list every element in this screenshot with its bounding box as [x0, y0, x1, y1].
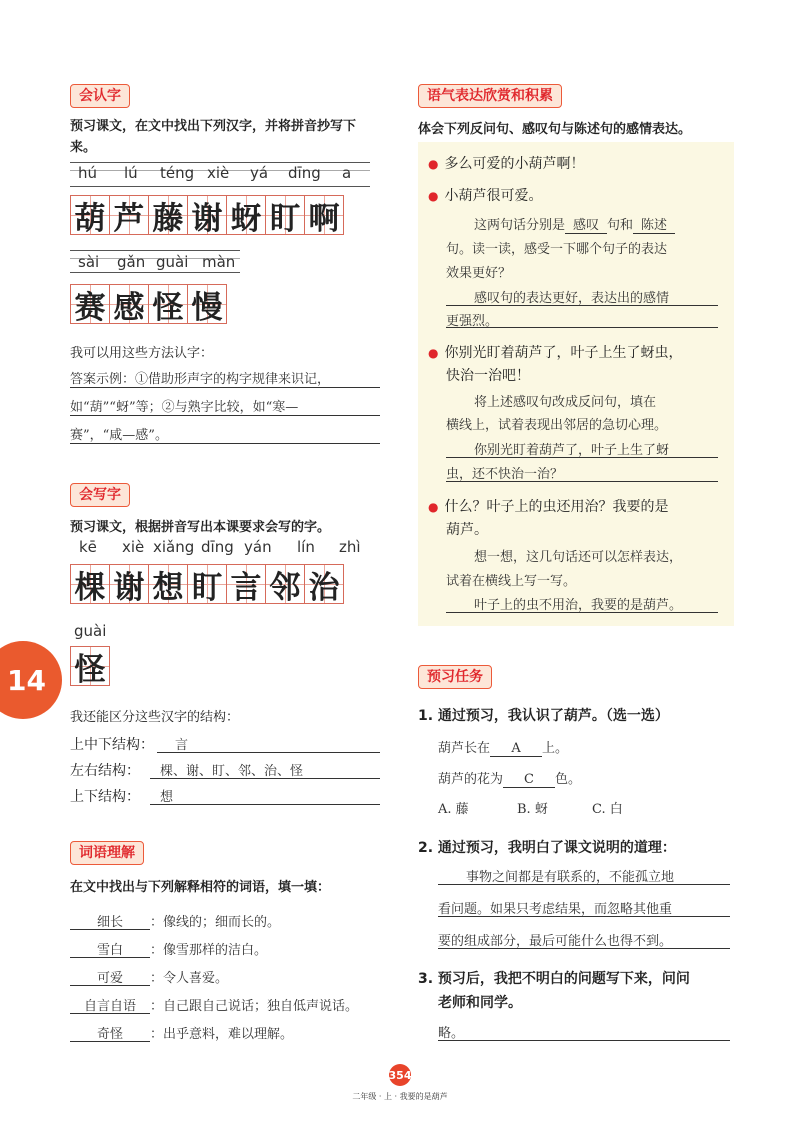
question-text: 色。: [555, 772, 582, 787]
choice-question: [438, 768, 581, 788]
bullet-icon: ●: [428, 500, 439, 514]
question-text: 句和: [607, 218, 634, 233]
character-grid: [70, 646, 109, 686]
bullet-icon: ●: [428, 189, 439, 203]
pinyin: xiè: [122, 538, 145, 556]
char-cell: 谢: [109, 564, 149, 604]
answer-text: 虫，还不快治一治？: [446, 467, 564, 482]
char-cell: 蚜: [226, 195, 266, 235]
question-line: 试着在横线上写一写。: [446, 574, 577, 589]
word-answer: 自言自语: [83, 999, 136, 1014]
choice-option: C. 白: [592, 802, 623, 817]
pinyin: a: [342, 164, 352, 182]
word-meaning: ：出乎意料，难以理解。: [150, 1027, 294, 1042]
answer-text: 看问题。如果只考虑结果，而忽略其他重: [438, 902, 673, 917]
answer-underline: [70, 985, 150, 986]
section-tag-words: 词语理解: [70, 841, 144, 865]
char-cell: 慢: [187, 284, 227, 324]
char-cell: 怪: [70, 646, 110, 686]
write-instruction: 预习课文，根据拼音写出本课要求会写的字。: [70, 520, 331, 535]
answer-underline: [446, 305, 718, 306]
pinyin: gǎn: [117, 253, 146, 271]
char-cell: 盯: [265, 195, 305, 235]
structure-label: 我还能区分这些汉字的结构：: [70, 710, 240, 725]
blank-answer: 感叹: [565, 214, 607, 234]
word-answer: 可爱: [96, 971, 123, 986]
bullet-sentence: [428, 342, 682, 362]
sentence-text: 葫芦。: [446, 522, 488, 538]
word-meaning: ：自己跟自己说话；独自低声说话。: [150, 999, 359, 1014]
char-cell: 感: [109, 284, 149, 324]
question-text: 葫芦长在: [438, 741, 491, 756]
question-text: 葫芦的花为: [438, 772, 504, 787]
word-answer: 细长: [96, 915, 123, 930]
choice-option: B. 蚜: [517, 802, 548, 817]
answer-underline: [150, 804, 380, 805]
question-line: [474, 214, 675, 234]
pinyin: hú: [78, 164, 98, 182]
structure-row-label: 上中下结构：: [70, 737, 154, 753]
char-cell: 盯: [187, 564, 227, 604]
page-number: 354: [389, 1064, 411, 1086]
section-tag-write: 会写字: [70, 483, 130, 507]
char-cell: 葫: [70, 195, 110, 235]
answer-underline: [70, 443, 380, 444]
footer-text: 二年级 · 上 · 我要的是葫芦: [352, 1092, 448, 1101]
task-title: 老师和同学。: [438, 995, 522, 1011]
task-title: 3. 预习后，我把不明白的问题写下来，问问: [418, 971, 690, 987]
answer-underline: [157, 752, 380, 753]
task-title: 1. 通过预习，我认识了葫芦。（选一选）: [418, 708, 669, 724]
pinyin: zhì: [339, 538, 361, 556]
answer-underline: [70, 1013, 150, 1014]
sentence-text: 小葫芦很可爱。: [444, 188, 543, 204]
char-cell: 啊: [304, 195, 344, 235]
structure-row-label: 上下结构：: [70, 789, 140, 805]
word-answer: 奇怪: [96, 1027, 123, 1042]
bullet-sentence: [428, 185, 542, 205]
words-instruction: 在文中找出与下列解释相符的词语，填一填：: [70, 880, 331, 895]
sentence-text: 什么？叶子上的虫还用治？我要的是: [444, 499, 669, 515]
character-grid: [70, 564, 343, 604]
question-text: 这两句话分别是: [474, 218, 566, 233]
section-tag-tasks: 预习任务: [418, 665, 492, 689]
pinyin: guài: [156, 253, 189, 271]
pinyin: lú: [124, 164, 138, 182]
char-cell: 芦: [109, 195, 149, 235]
word-meaning: ：像线的；细而长的。: [150, 915, 281, 930]
pinyin: xiǎng: [153, 538, 195, 556]
blank-answer: C: [503, 772, 555, 788]
question-text: 上。: [542, 741, 569, 756]
answer-underline: [70, 415, 380, 416]
answer-underline: [446, 327, 718, 328]
char-cell: 怪: [148, 284, 188, 324]
answer-underline: [70, 387, 380, 388]
character-grid: [70, 284, 226, 324]
question-line: 想一想，这几句话还可以怎样表达，: [474, 550, 683, 565]
char-cell: 棵: [70, 564, 110, 604]
structure-row-label: 左右结构：: [70, 763, 140, 779]
answer-underline: [438, 948, 730, 949]
answer-text: 你别光盯着葫芦了，叶子上生了蚜: [474, 443, 670, 458]
structure-answer: 言: [175, 738, 189, 753]
choice-option: A. 藤: [438, 802, 469, 817]
pinyin: sài: [78, 253, 100, 271]
bullet-icon: ●: [428, 157, 439, 171]
pinyin: yán: [244, 538, 272, 556]
answer-underline: [70, 929, 150, 930]
char-cell: 治: [304, 564, 344, 604]
methods-answer-line: 答案示例：①借助形声字的构字规律来识记，: [70, 372, 331, 387]
question-line: 将上述感叹句改成反问句，填在: [474, 395, 657, 410]
sentence-text: 快治一治吧！: [446, 368, 530, 384]
answer-underline: [446, 481, 718, 482]
answer-underline: [438, 916, 730, 917]
question-line: 横线上，试着表现出邻居的急切心理。: [446, 418, 668, 433]
char-cell: 谢: [187, 195, 227, 235]
answer-text: 更强烈。: [446, 314, 499, 329]
answer-text: 要的组成部分，最后可能什么也得不到。: [438, 934, 673, 949]
bullet-icon: ●: [428, 346, 439, 360]
pinyin-rule: [70, 272, 240, 273]
task-title: 2. 通过预习，我明白了课文说明的道理：: [418, 840, 676, 856]
char-cell: 赛: [70, 284, 110, 324]
methods-label: 我可以用这些方法认字：: [70, 346, 214, 361]
pinyin: dīng: [201, 538, 234, 556]
answer-underline: [438, 884, 730, 885]
pinyin: lín: [297, 538, 315, 556]
answer-underline: [70, 957, 150, 958]
answer-text: 叶子上的虫不用治，我要的是葫芦。: [474, 598, 683, 613]
pinyin: xiè: [207, 164, 230, 182]
answer-underline: [150, 778, 380, 779]
pinyin-rule: [70, 162, 370, 163]
answer-text: 感叹句的表达更好，表达出的感情: [474, 291, 670, 306]
section-tag-tone: 语气表达欣赏和积累: [418, 84, 562, 108]
section-tag-recognize: 会认字: [70, 84, 130, 108]
answer-underline: [446, 612, 718, 613]
char-cell: 藤: [148, 195, 188, 235]
answer-underline: [70, 1041, 150, 1042]
char-cell: 邻: [265, 564, 305, 604]
answer-underline: [438, 1040, 730, 1041]
char-cell: 想: [148, 564, 188, 604]
structure-answer: 棵、谢、盯、邻、治、怪: [160, 764, 304, 779]
pinyin: dīng: [288, 164, 321, 182]
blank-answer: 陈述: [633, 214, 675, 234]
character-grid: [70, 195, 343, 235]
pinyin: yá: [250, 164, 269, 182]
pinyin: màn: [202, 253, 236, 271]
choice-question: [438, 737, 568, 757]
methods-answer-line: 如“葫”“蚜”等；②与熟字比较，如“寒—: [70, 400, 299, 415]
pinyin: guài: [74, 622, 107, 640]
word-meaning: ：令人喜爱。: [150, 971, 229, 986]
word-meaning: ：像雪那样的洁白。: [150, 943, 268, 958]
pinyin: téng: [160, 164, 195, 182]
pinyin-rule: [70, 186, 370, 187]
sentence-text: 多么可爱的小葫芦啊！: [444, 156, 585, 172]
question-line: 句。读一读，感受一下哪个句子的表达: [446, 242, 668, 257]
lesson-number-badge: 14: [0, 641, 62, 719]
structure-answer: 想: [160, 790, 174, 805]
question-line: 效果更好？: [446, 266, 512, 281]
bullet-sentence: [428, 153, 584, 173]
sentence-text: 你别光盯着葫芦了，叶子上生了蚜虫，: [444, 345, 683, 361]
blank-answer: A: [490, 741, 542, 757]
bullet-sentence: [428, 496, 668, 516]
char-cell: 言: [226, 564, 266, 604]
pinyin: kē: [79, 538, 97, 556]
answer-underline: [446, 457, 718, 458]
tone-instruction: 体会下列反问句、感叹句与陈述句的感情表达。: [418, 122, 692, 137]
answer-text: 事物之间都是有联系的，不能孤立地: [466, 870, 675, 885]
methods-answer-line: 赛”，“咸—感”。: [70, 428, 168, 443]
recognize-instruction: 预习课文，在文中找出下列汉字，并将拼音抄写下来。: [70, 119, 357, 155]
pinyin-rule: [70, 250, 240, 251]
word-answer: 雪白: [96, 943, 123, 958]
answer-text: 略。: [438, 1026, 465, 1041]
